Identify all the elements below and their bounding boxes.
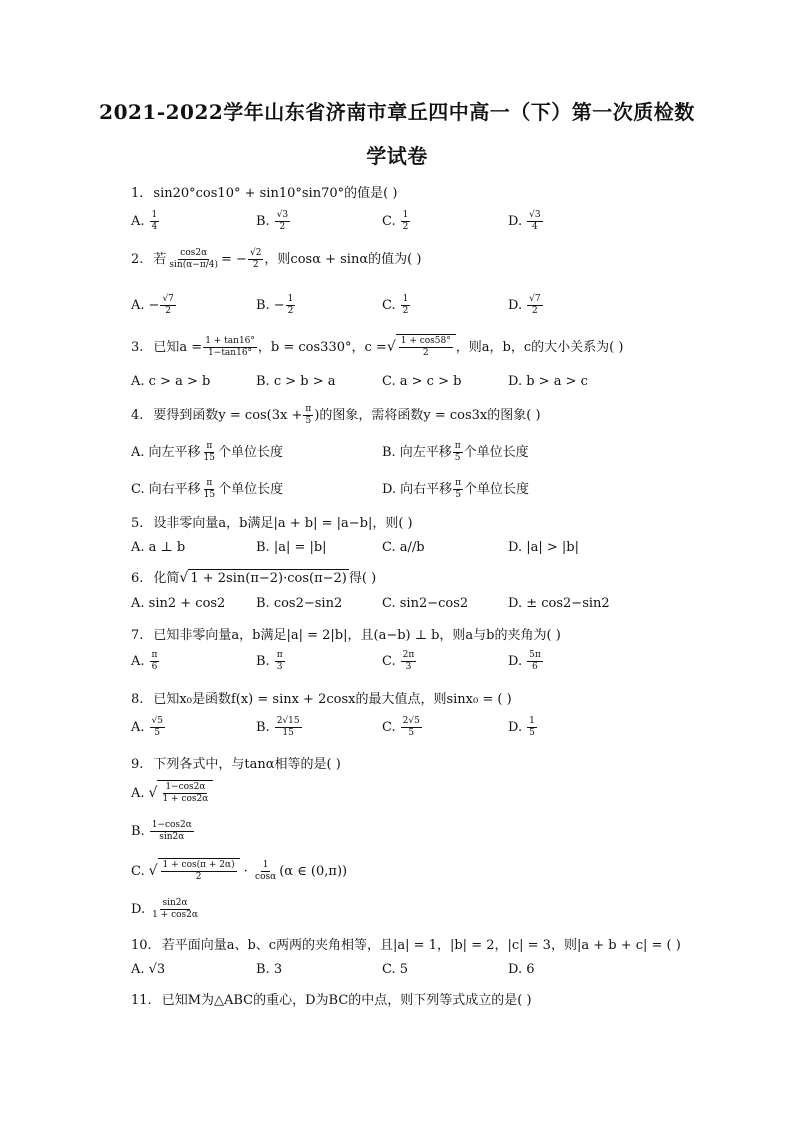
- q1-option-c: C. $\frac{1}{2}$: [382, 210, 409, 232]
- question-5: 5. 设非零向量a，b满足|a + b| = |a−b|，则( ): [131, 516, 413, 531]
- q9-option-b: B. $\frac{1-\cos 2\alpha}{\sin 2\alpha}$: [131, 820, 192, 842]
- question-10: 10. 若平面向量a、b、c两两的夹角相等，且|a| = 1，|b| = 2，|c| = 3，则|a + b + c| = ( ): [131, 938, 681, 953]
- question-7: 7. 已知非零向量a，b满足|a| = 2|b|，且(a−b) ⊥ b，则a与b的夹角为( ): [131, 628, 561, 643]
- question-9: 9. 下列各式中，与tanα相等的是( ): [131, 757, 341, 772]
- question-2: 2. 若 $\frac{\cos 2\alpha}{\sin(\alpha-\pi/4)}$ = − $\frac{√2}{2}$ ，则cosα + sinα的值为( ): [131, 248, 422, 270]
- q6-option-a: A. sin2 + cos2: [131, 596, 226, 611]
- q2-option-d: D. $\frac{√7}{2}$: [508, 294, 541, 316]
- q2-option-a: A. − $\frac{√7}{2}$: [131, 294, 174, 316]
- q2-option-b: B. − $\frac{1}{2}$: [256, 294, 294, 316]
- q3-option-b: B. c > b > a: [256, 374, 336, 389]
- q5-option-a: A. a ⊥ b: [131, 540, 186, 555]
- document-title-line1: 2021-2022学年山东省济南市章丘四中高一（下）第一次质检数: [99, 100, 695, 124]
- q6-option-d: D. ± cos2−sin2: [508, 596, 610, 611]
- q6-option-c: C. sin2−cos2: [382, 596, 469, 611]
- q5-option-b: B. |a| = |b|: [256, 540, 327, 555]
- q10-option-b: B. 3: [256, 962, 283, 977]
- q10-option-c: C. 5: [382, 962, 409, 977]
- question-6: 6. 化简√ 1 + 2sin(π−2)·cos(π−2) 得( ): [131, 570, 377, 586]
- q5-option-d: D. |a| > |b|: [508, 540, 579, 555]
- q9-option-a: A. √ $\frac{1-\cos 2\alpha}{1 + \cos 2\alpha}$: [131, 780, 213, 805]
- q8-option-b: B. $\frac{2√15}{15}$: [256, 716, 300, 738]
- q2-option-c: C. $\frac{1}{2}$: [382, 294, 409, 316]
- document-title-line2: 学试卷: [366, 144, 428, 168]
- q5-option-c: C. a//b: [382, 540, 425, 555]
- q9-option-d: D. $\frac{\sin 2\alpha}{1 + \cos 2\alpha}$: [131, 898, 198, 920]
- question-3: 3. 已知a = $\frac{1 + \tan 16^\circ}{1-\tan 16^\circ}$ ，b = cos330°，c =√ $\frac{1 + \cos 58^\circ}{2}$ ，则a，b，c的大小关系为( ): [131, 336, 624, 358]
- q7-option-d: D. $\frac{5\pi}{6}$: [508, 650, 541, 672]
- q1-option-a: A. $\frac{1}{4}$: [131, 210, 158, 232]
- q3-option-a: A. c > a > b: [131, 374, 211, 389]
- q4-option-d: D. 向右平移 $\frac{\pi}{5}$ 个单位长度: [382, 478, 530, 500]
- q7-option-c: C. $\frac{2\pi}{3}$: [382, 650, 415, 672]
- q6-option-b: B. cos2−sin2: [256, 596, 343, 611]
- q1-option-d: D. $\frac{√3}{4}$: [508, 210, 541, 232]
- q10-option-d: D. 6: [508, 962, 535, 977]
- question-11: 11. 已知M为△ABC的重心，D为BC的中点，则下列等式成立的是( ): [131, 993, 532, 1008]
- q1-option-b: B. $\frac{√3}{2}$: [256, 210, 289, 232]
- q4-option-b: B. 向左平移 $\frac{\pi}{5}$ 个单位长度: [382, 441, 529, 463]
- q9-option-c: C. √ $\frac{1 + \cos(\pi + 2\alpha)}{2}$ · $\frac{1}{\cos\alpha}$ (α ∈ (0,π)): [131, 860, 348, 882]
- q7-option-a: A. $\frac{\pi}{6}$: [131, 650, 158, 672]
- q3-option-c: C. a > c > b: [382, 374, 462, 389]
- q4-option-a: A. 向左平移 $\frac{\pi}{15}$ 个单位长度: [131, 441, 284, 463]
- q4-option-c: C. 向右平移 $\frac{\pi}{15}$ 个单位长度: [131, 478, 284, 500]
- q8-option-d: D. $\frac{1}{5}$: [508, 716, 535, 738]
- q8-option-c: C. $\frac{2√5}{5}$: [382, 716, 420, 738]
- q10-option-a: A. √3: [131, 962, 166, 977]
- q8-option-a: A. $\frac{√5}{5}$: [131, 716, 163, 738]
- question-8: 8. 已知x₀是函数f(x) = sinx + 2cosx的最大值点，则sinx₀ = ( ): [131, 692, 512, 707]
- question-4: 4. 要得到函数y = cos(3x + $\frac{\pi}{5}$ )的图象，需将函数y = cos3x的图象( ): [131, 404, 541, 426]
- question-1: 1. sin20°cos10° + sin10°sin70°的值是( ): [131, 186, 398, 201]
- q3-option-d: D. b > a > c: [508, 374, 588, 389]
- q7-option-b: B. $\frac{\pi}{3}$: [256, 650, 283, 672]
